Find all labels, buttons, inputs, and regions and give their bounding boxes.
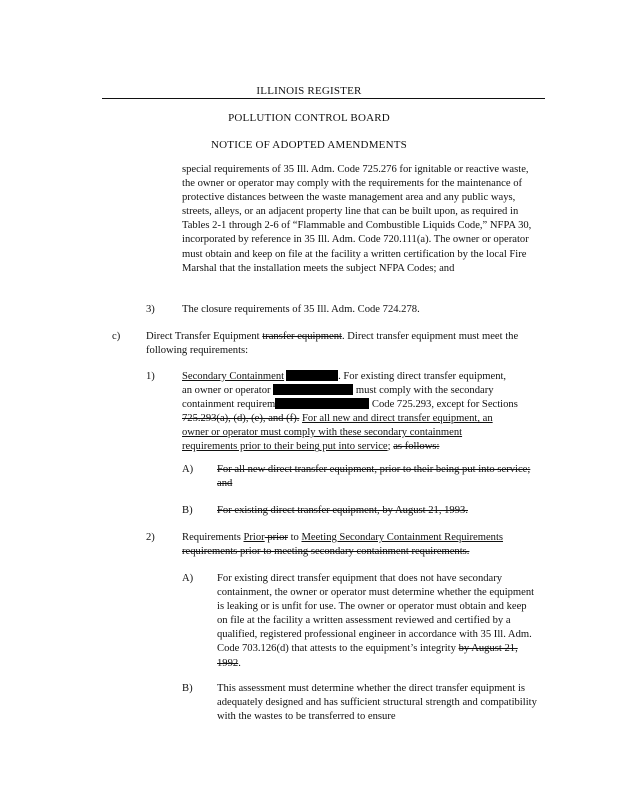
- item-2a-text: For existing direct transfer equipment that does not have secondary containment, the owner or operator must determine whether the equipment is leaking or is unfit for use. The owner or operator must obtain and keep on file at the facility a written assessment reviewed and certified by a qualified, registered professional engineer in accordance with 35 Ill. Adm. Code 703.126(d) that attests to the equipment’s integrity by August 21, 1992.: [217, 573, 535, 669]
- item-1-line-1: Secondary Containment . For existing direct transfer equipment,: [182, 371, 507, 382]
- section-c-title: Direct Transfer Equipment: [146, 331, 260, 342]
- item-2b-label: B): [182, 683, 193, 694]
- redaction-mark: [275, 398, 369, 409]
- item-2-title-line-1: Requirements Prior prior to Meeting Secondary Containment Requirements: [182, 532, 504, 543]
- register-title: ILLINOIS REGISTER: [256, 85, 362, 97]
- section-c-rest: . Direct transfer equipment must meet the following requirements:: [146, 331, 519, 357]
- item-1a-label: A): [182, 464, 194, 475]
- item-1-line-2: an owner or operator must comply with the secondary: [182, 385, 494, 397]
- notice-title: NOTICE OF ADOPTED AMENDMENTS: [211, 139, 407, 151]
- item-1-line-6: requirements prior to their being put into service; as follows:: [182, 441, 440, 453]
- item-2-label: 2): [146, 532, 155, 543]
- item-2b-text: This assessment must determine whether the direct transfer equipment is adequately designed and has sufficient structural strength and compatibility with the wastes to be transferred to ensure: [217, 683, 537, 723]
- section-c-label: c): [112, 331, 121, 342]
- item-2-title-struck: requirements prior to meeting secondary containment requirements.: [182, 546, 470, 558]
- item-1-label: 1): [146, 371, 155, 382]
- item-2-title: [182, 531, 546, 559]
- item-1a-text: For all new direct transfer equipment, prior to their being put into service; and: [217, 464, 531, 490]
- item-3-text: The closure requirements of 35 Ill. Adm. Code 724.278.: [182, 304, 420, 315]
- item-3-label: 3): [146, 304, 155, 315]
- item-2a-label: A): [182, 573, 194, 584]
- redaction-mark: [286, 370, 338, 381]
- board-title: POLLUTION CONTROL BOARD: [228, 112, 390, 124]
- item-1-line-3: containment requirem Code 725.293, except for Sections: [182, 399, 518, 411]
- header-rule: [102, 98, 545, 99]
- item-1b-label: B): [182, 505, 193, 516]
- item-1b-text: For existing direct transfer equipment, by August 21, 1993.: [217, 505, 468, 516]
- section-c-title-struck: transfer equipment: [262, 331, 342, 342]
- redaction-mark: [273, 384, 353, 395]
- item-1-line-4: 725.293(a), (d), (e), and (f). For all new and direct transfer equipment, an: [182, 413, 493, 425]
- section-c-text: [146, 330, 546, 358]
- item-1-text: [182, 370, 546, 455]
- item-1-line-5: owner or operator must comply with these secondary containment: [182, 427, 463, 439]
- intro-paragraph: special requirements of 35 Ill. Adm. Code 725.276 for ignitable or reactive waste, the owner or operator may comply with the requirements for the maintenance of protective distances between the waste management area and any public ways, streets, alleys, or an adjacent property line that can be built upon, as required in Tables 2-1 through 2-6 of “Flammable and Combustible Liquids Code,” NFPA 30, incorporated by reference in 35 Ill. Adm. Code 720.111(a). The owner or operator must obtain and keep on file at the facility a written certification by the local Fire Marshal that the installation meets the subject NFPA Codes; and: [182, 164, 532, 274]
